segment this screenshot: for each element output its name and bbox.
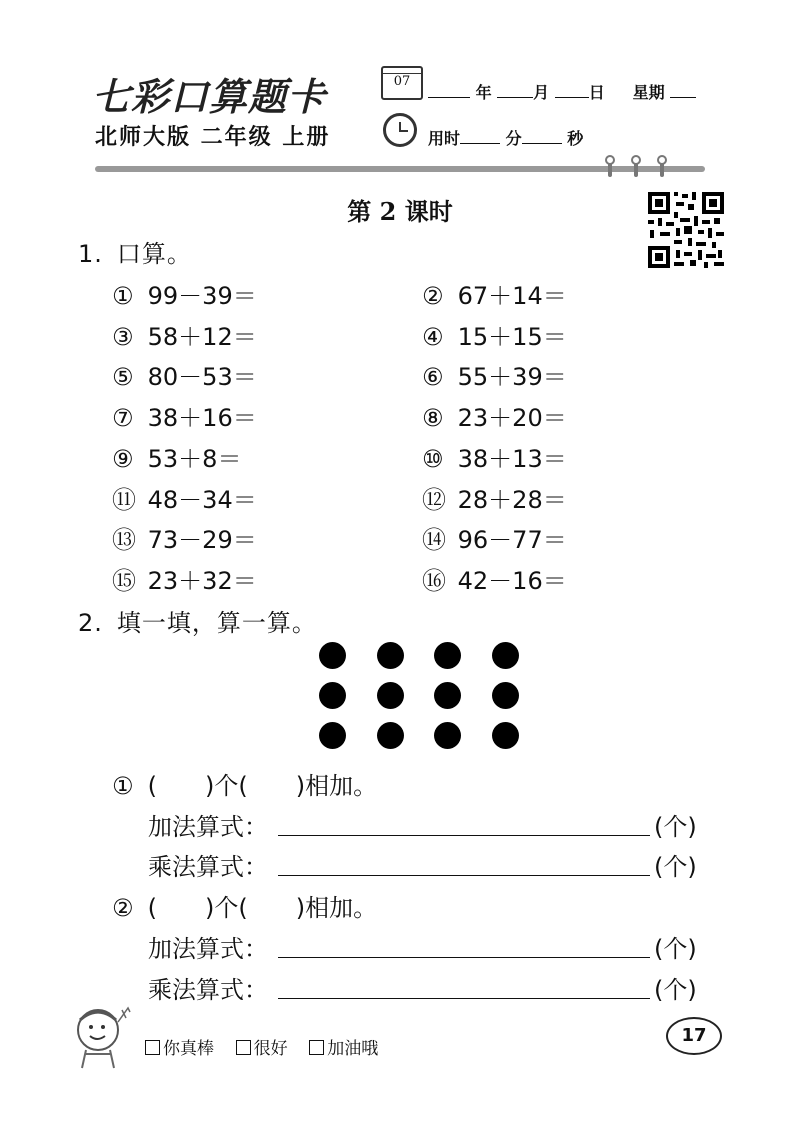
checkbox-icon [309,1040,324,1055]
problem-item [422,317,567,352]
part-1-add-label: 加法算式： [148,813,268,841]
problem-item [112,520,257,555]
problem-expression: 38＋13＝ [457,444,567,473]
minute-blank[interactable] [460,129,500,144]
rating-keep-going-label: 加油哦 [327,1039,379,1059]
section-1-number: 1. [78,240,103,268]
problem-index: ⑪ [112,485,136,514]
checkbox-icon [145,1040,160,1055]
section-1-heading [78,234,192,269]
problem-index: ⑩ [422,444,444,473]
problem-index: ⑫ [422,485,446,514]
rating-good-label: 很好 [253,1039,288,1059]
problem-index: ⑧ [422,404,444,433]
problem-item [112,317,257,352]
dot [434,642,461,669]
part-1-add-answer-line[interactable] [278,834,650,836]
minute-label: 分 [505,129,522,148]
pin-icon [634,159,638,177]
dot [377,682,404,709]
problem-index: ⑮ [112,566,136,595]
month-blank[interactable] [497,83,533,98]
header-divider [95,166,705,172]
part-2-index: ② [112,894,134,922]
part-2-prompt [112,888,377,923]
section-2-heading [78,603,317,638]
problem-expression: 99－39＝ [147,282,257,310]
time-used-label: 用时 [428,129,461,148]
problem-expression: 67＋14＝ [457,282,567,310]
cartoon-boy-icon [70,1002,134,1070]
problem-item [112,561,257,596]
dot [492,722,519,749]
part-1-mul-unit: (个) [654,853,697,881]
calendar-day: 07 [393,74,411,89]
part-1-prompt [112,766,377,801]
part-1-add-unit: (个) [654,813,697,841]
time-line [428,126,583,149]
dot [492,682,519,709]
problem-item [422,398,567,433]
part-1-mul-answer-line[interactable] [278,874,650,876]
problem-expression: 55＋39＝ [457,363,567,392]
problem-expression: 48－34＝ [147,485,257,514]
rating-options [145,1034,378,1059]
dot [319,682,346,709]
problem-item [112,276,257,311]
clock-icon [383,113,417,147]
problem-item [422,276,567,311]
part-2-add-label: 加法算式： [148,935,268,963]
day-label: 日 [588,83,605,102]
problem-expression: 28＋28＝ [457,485,567,514]
problem-index: ② [422,282,444,310]
page-number: 17 [666,1017,722,1055]
problem-index: ⑬ [112,526,136,555]
part-2-mul-label: 乘法算式： [148,976,268,1004]
part-2-mul-unit: (个) [654,976,697,1004]
problem-expression: 96－77＝ [457,526,567,555]
dot [377,642,404,669]
date-line [428,80,696,103]
problem-expression: 80－53＝ [147,363,257,392]
rating-keep-going[interactable] [309,1039,378,1059]
problem-index: ⑯ [422,566,446,595]
problem-item [422,439,567,474]
brand-title: 七彩口算题卡 [92,75,327,119]
problem-expression: 23＋32＝ [147,566,257,595]
qr-code-icon[interactable] [646,190,726,270]
problem-item [422,480,567,515]
dot [377,722,404,749]
part-1-text: ( )个( )相加。 [147,772,378,800]
section-1-title: 口算。 [116,240,192,268]
checkbox-icon [236,1040,251,1055]
year-label: 年 [475,83,492,102]
problem-index: ③ [112,322,134,351]
problem-item [112,398,257,433]
calendar-icon [381,66,423,100]
dot [319,642,346,669]
problem-expression: 23＋20＝ [457,404,567,433]
part-2-add-unit: (个) [654,935,697,963]
dot [434,682,461,709]
problem-expression: 42－16＝ [457,566,567,595]
problem-item [422,520,567,555]
dot [434,722,461,749]
second-label: 秒 [567,129,584,148]
part-1-mul-label: 乘法算式： [148,853,268,881]
part-2-mul-answer-line[interactable] [278,997,650,999]
problem-expression: 58＋12＝ [147,322,257,351]
weekday-label: 星期 [632,83,665,102]
edition-label: 北师大版 二年级 上册 [95,125,331,150]
problem-item [112,480,257,515]
problem-expression: 38＋16＝ [147,404,257,433]
problem-expression: 53＋8＝ [147,444,242,473]
dot [492,642,519,669]
problem-index: ⑦ [112,404,134,433]
problem-index: ⑭ [422,526,446,555]
problem-item [112,439,241,474]
pin-icon [608,159,612,177]
problem-expression: 73－29＝ [147,526,257,555]
rating-excellent[interactable] [145,1039,214,1059]
dot [319,722,346,749]
problem-index: ① [112,282,134,310]
problem-item [422,561,567,596]
weekday-blank[interactable] [670,83,696,98]
problem-index: ⑨ [112,444,134,473]
rating-good[interactable] [236,1039,288,1059]
section-2-title: 填一填，算一算。 [116,609,317,637]
month-label: 月 [533,83,550,102]
problem-item [422,357,567,392]
problem-index: ④ [422,322,444,351]
second-blank[interactable] [522,129,562,144]
problem-index: ⑥ [422,363,444,392]
year-blank[interactable] [428,83,470,98]
part-2-add-answer-line[interactable] [278,956,650,958]
section-2-number: 2. [78,609,103,637]
problem-expression: 15＋15＝ [457,322,567,351]
pin-icon [660,159,664,177]
lesson-title: 第 2 课时 [347,197,453,226]
problem-index: ⑤ [112,363,134,392]
rating-excellent-label: 你真棒 [163,1039,214,1059]
problem-item [112,357,257,392]
day-blank[interactable] [555,83,589,98]
part-2-text: ( )个( )相加。 [147,894,378,922]
part-1-index: ① [112,772,134,800]
